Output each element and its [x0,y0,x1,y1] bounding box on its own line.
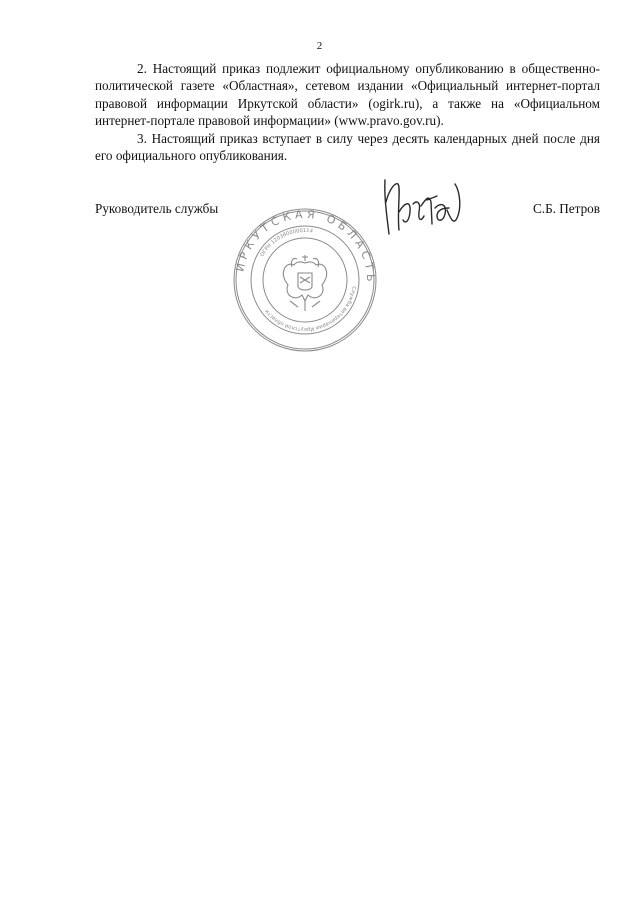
seal-ogrn-text: ОГРН 1203800000114 [259,227,314,258]
seal-inner-text: Служба ветеринарии Иркутской области [263,285,357,333]
paragraph-2: 2. Настоящий приказ подлежит официальному опубликованию в общественно-политической газете «Областная», сетевом издании «Официальный интернет-портал правовой информации Иркутской области» (ogirk.ru), а также на «Официальном интернет-портале правовой информации» (www.pravo.gov.ru). [95,61,600,129]
page-number: 2 [316,40,323,52]
signer-title: Руководитель службы [95,201,219,216]
handwritten-signature [375,172,465,247]
document-body [95,60,600,164]
seal-outer-text: ИРКУТСКАЯ ОБЛАСТЬ [233,207,378,286]
signer-name: С.Б. Петров [533,201,600,216]
svg-text:Служба ветеринарии Иркутской о [264,286,357,332]
paragraph-3: 3. Настоящий приказ вступает в силу через десять календарных дней после дня его официального опубликования. [95,130,600,164]
double-headed-eagle-emblem [283,255,326,311]
svg-text:ИРКУТСКАЯ ОБЛАСТЬ [233,208,377,286]
official-seal [232,207,378,353]
